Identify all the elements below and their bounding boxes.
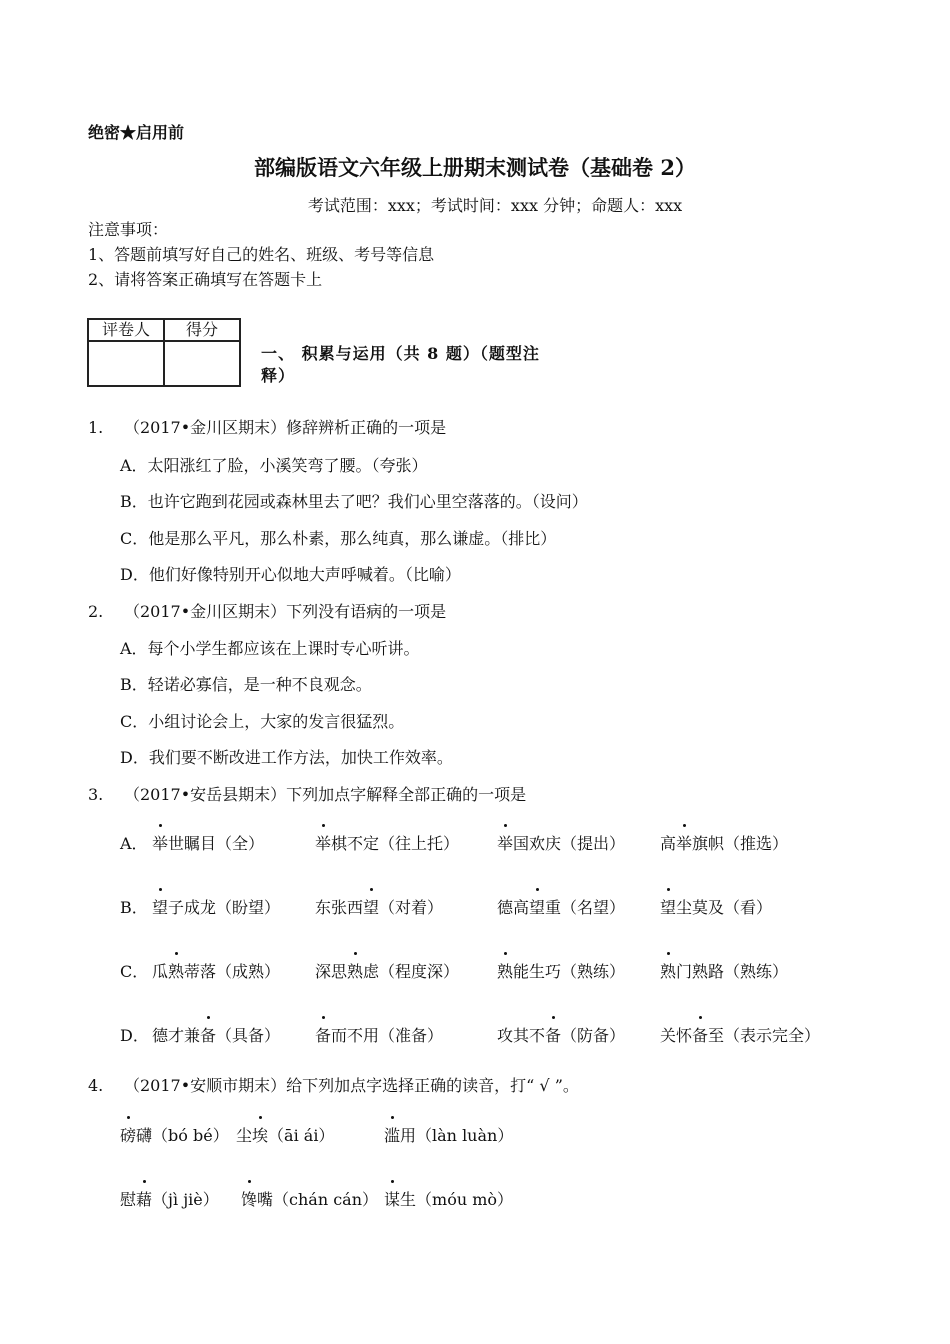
dotted-char: 举 [497, 831, 513, 854]
section-heading-line: 释） [261, 366, 296, 385]
question-number: 1. [88, 418, 104, 437]
idiom-cell: 举国欢庆（提出） [497, 831, 625, 854]
option-d-label[interactable]: D． [120, 1026, 149, 1045]
question-number: 2. [88, 602, 104, 621]
option-b[interactable]: B．也许它跑到花园或森林里去了吧？我们心里空落落的。（设问） [120, 492, 588, 511]
question-number: 4. [88, 1076, 104, 1095]
pinyin-cell: 滥用（làn luàn） [384, 1123, 513, 1146]
score-header: 得分 [164, 319, 240, 341]
dotted-char: 熟 [497, 959, 513, 982]
idiom-cell: 备而不用（准备） [315, 1023, 443, 1046]
dotted-char: 望 [363, 895, 379, 918]
dotted-char: 举 [315, 831, 331, 854]
dotted-char: 埃 [252, 1123, 268, 1146]
question-stem: （2017•金川区期末）下列没有语病的一项是 [124, 602, 447, 621]
exam-info [0, 193, 950, 216]
option-c[interactable]: C．他是那么平凡，那么朴素，那么纯真，那么谦虚。（排比） [120, 529, 557, 548]
option-a-label[interactable]: A． [120, 834, 148, 853]
idiom-cell: 望子成龙（盼望） [152, 895, 280, 918]
option-c[interactable]: C．小组讨论会上，大家的发言很猛烈。 [120, 712, 405, 731]
dotted-char: 磅 [120, 1123, 136, 1146]
pinyin-cell: 磅礴（bó bé） [120, 1123, 229, 1146]
dotted-char: 熟 [660, 959, 676, 982]
idiom-cell: 熟门熟路（熟练） [660, 959, 788, 982]
dotted-char: 熟 [347, 959, 363, 982]
idiom-cell: 举棋不定（往上托） [315, 831, 459, 854]
pinyin-cell: 慰藉（jì jiè） [120, 1187, 219, 1210]
question-1 [88, 415, 446, 438]
grader-header: 评卷人 [88, 319, 164, 341]
secret-label: 绝密★启用前 [88, 123, 185, 142]
section-heading [261, 343, 540, 387]
dotted-char: 藉 [136, 1187, 152, 1210]
dotted-char: 望 [152, 895, 168, 918]
option-b[interactable]: B．轻诺必寡信，是一种不良观念。 [120, 675, 372, 694]
notes-item: 1、答题前填写好自己的姓名、班级、考号等信息 [88, 245, 435, 264]
idiom-cell: 攻其不备（防备） [497, 1023, 625, 1046]
question-number: 3. [88, 785, 104, 804]
grader-table [87, 318, 241, 387]
option-b-label[interactable]: B． [120, 898, 148, 917]
dotted-char: 举 [676, 831, 692, 854]
question-stem: （2017•安顺市期末）给下列加点字选择正确的读音，打“ √ ”。 [124, 1076, 579, 1095]
dotted-char: 举 [152, 831, 168, 854]
dotted-char: 熟 [168, 959, 184, 982]
idiom-cell: 望尘莫及（看） [660, 895, 772, 918]
notes [88, 217, 434, 292]
idiom-cell: 东张西望（对着） [315, 895, 443, 918]
idiom-cell: 瓜熟蒂落（成熟） [152, 959, 280, 982]
idiom-cell: 德才兼备（具备） [152, 1023, 280, 1046]
question-2 [88, 599, 446, 622]
question-stem: （2017•金川区期末）修辞辨析正确的一项是 [124, 418, 447, 437]
exam-info-text: 考试范围：xxx；考试时间：xxx 分钟；命题人：xxx [307, 196, 683, 215]
dotted-char: 备 [315, 1023, 331, 1046]
dotted-char: 馋 [241, 1187, 257, 1210]
dotted-char: 备 [545, 1023, 561, 1046]
dotted-char: 备 [692, 1023, 708, 1046]
section-heading-line: 一、 积累与运用（共 8 题）（题型注 [261, 344, 540, 363]
pinyin-cell: 谋生（móu mò） [384, 1187, 513, 1210]
idiom-cell: 深思熟虑（程度深） [315, 959, 459, 982]
dotted-char: 望 [660, 895, 676, 918]
option-a[interactable]: A．太阳涨红了脸，小溪笑弯了腰。（夸张） [120, 456, 428, 475]
notes-heading: 注意事项： [88, 220, 169, 239]
idiom-cell: 关怀备至（表示完全） [660, 1023, 820, 1046]
grader-cell[interactable] [88, 341, 164, 386]
option-d[interactable]: D．我们要不断改进工作方法，加快工作效率。 [120, 748, 453, 767]
idiom-cell: 高举旗帜（推选） [660, 831, 788, 854]
pinyin-cell: 馋嘴（chán cán） [241, 1187, 378, 1210]
question-3 [88, 782, 526, 805]
dotted-char: 望 [529, 895, 545, 918]
idiom-cell: 熟能生巧（熟练） [497, 959, 625, 982]
question-4 [88, 1073, 579, 1096]
option-d[interactable]: D．他们好像特别开心似地大声呼喊着。（比喻） [120, 565, 461, 584]
exam-title: 部编版语文六年级上册期末测试卷（基础卷 2） [254, 155, 696, 180]
score-cell[interactable] [164, 341, 240, 386]
option-c-label[interactable]: C． [120, 962, 149, 981]
dotted-char: 备 [200, 1023, 216, 1046]
option-a[interactable]: A．每个小学生都应该在上课时专心听讲。 [120, 639, 420, 658]
dotted-char: 滥 [384, 1123, 400, 1146]
question-stem: （2017•安岳县期末）下列加点字解释全部正确的一项是 [124, 785, 527, 804]
notes-item: 2、请将答案正确填写在答题卡上 [88, 270, 323, 289]
pinyin-cell: 尘埃（āi ái） [236, 1123, 334, 1146]
idiom-cell: 举世瞩目（全） [152, 831, 264, 854]
idiom-cell: 德高望重（名望） [497, 895, 625, 918]
dotted-char: 谋 [384, 1187, 400, 1210]
